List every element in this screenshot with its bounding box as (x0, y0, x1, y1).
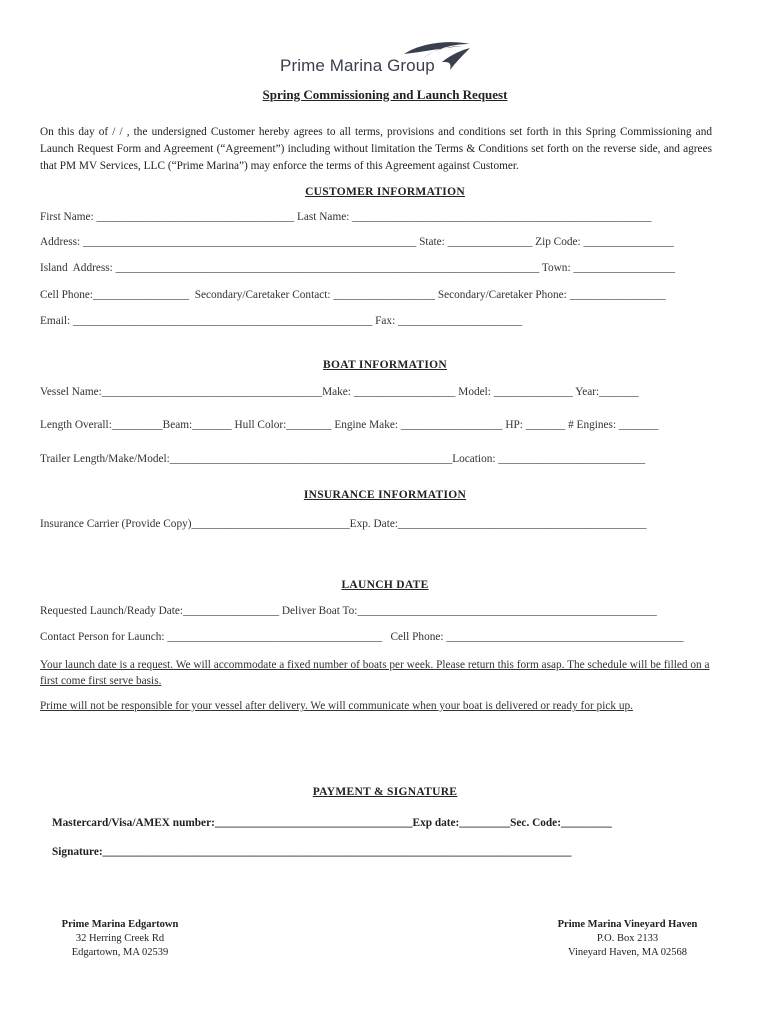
vessel-fields[interactable]: Vessel Name:_______________________________________Make: __________________ Model: ______________ Year:_______ (40, 386, 639, 398)
location-name: Prime Marina Edgartown (61, 919, 179, 930)
dimension-fields[interactable]: Length Overall:_________Beam:_______ Hull Color:________ Engine Make: __________________ HP: _______ # Engines: _______ (40, 419, 659, 431)
contact-fields[interactable]: Contact Person for Launch: ______________________________________ Cell Phone: __________________________________________ (40, 631, 684, 643)
phone-fields[interactable]: Cell Phone:_________________ Secondary/Caretaker Contact: __________________ Secondary/Caretaker Phone: _________________ (40, 289, 666, 301)
location-street: P.O. Box 2133 (596, 933, 659, 944)
location-street: 32 Herring Creek Rd (75, 933, 165, 944)
intro-text: On this day of / / , the undersigned Customer hereby agrees to all terms, provisions and conditions set forth in this Spring Commissioning and Launch Request Form and Agreement (“Agreement”) including without limitation the Terms & Conditions set forth on the reverse side, and agrees that PM MV Services, LLC (“Prime Marina”) may enforce the terms of this Agreement against Customer. (40, 126, 712, 172)
customer-heading: CUSTOMER INFORMATION (305, 186, 465, 198)
insurance-fields[interactable]: Insurance Carrier (Provide Copy)____________________________Exp. Date:____________________________________________ (40, 518, 647, 530)
location-vineyard-haven (540, 918, 715, 960)
card-fields[interactable]: Mastercard/Visa/AMEX number:___________________________________Exp date:_________Sec. Code:_________ (52, 817, 612, 829)
signature-field[interactable]: Signature:___________________________________________________________________________________ (52, 846, 572, 858)
address-fields[interactable]: Address: ___________________________________________________________ State: _______________ Zip Code: ________________ (40, 236, 674, 248)
agreement-intro (40, 124, 712, 175)
liability-note: Prime will not be responsible for your vessel after delivery. We will communicate when your boat is delivered or ready for pick up. (40, 700, 633, 712)
location-city: Vineyard Haven, MA 02568 (568, 947, 687, 958)
location-edgartown (50, 918, 190, 960)
location-name: Prime Marina Vineyard Haven (557, 919, 698, 930)
boat-heading: BOAT INFORMATION (323, 359, 447, 371)
form-title: Spring Commissioning and Launch Request (262, 87, 508, 102)
launch-note: Your launch date is a request. We will accommodate a fixed number of boats per week. Please return this form asap. The schedule will be filled on a first come first serve basis. (40, 659, 710, 687)
launch-date-fields[interactable]: Requested Launch/Ready Date:_________________ Deliver Boat To:_____________________________________________________ (40, 605, 657, 617)
payment-heading: PAYMENT & SIGNATURE (312, 786, 458, 798)
trailer-fields[interactable]: Trailer Length/Make/Model:__________________________________________________Location: __________________________ (40, 453, 646, 465)
company-logo (280, 40, 470, 80)
island-address-fields[interactable]: Island Address: ___________________________________________________________________________ Town: __________________ (40, 262, 676, 274)
insurance-heading: INSURANCE INFORMATION (303, 489, 467, 501)
launch-heading: LAUNCH DATE (341, 579, 429, 591)
brand-name: Prime Marina Group (280, 56, 435, 75)
name-fields[interactable]: First Name: ___________________________________ Last Name: _____________________________________________________ (40, 211, 652, 223)
email-fax-fields[interactable]: Email: _____________________________________________________ Fax: ______________________ (40, 315, 523, 327)
location-city: Edgartown, MA 02539 (71, 947, 169, 958)
